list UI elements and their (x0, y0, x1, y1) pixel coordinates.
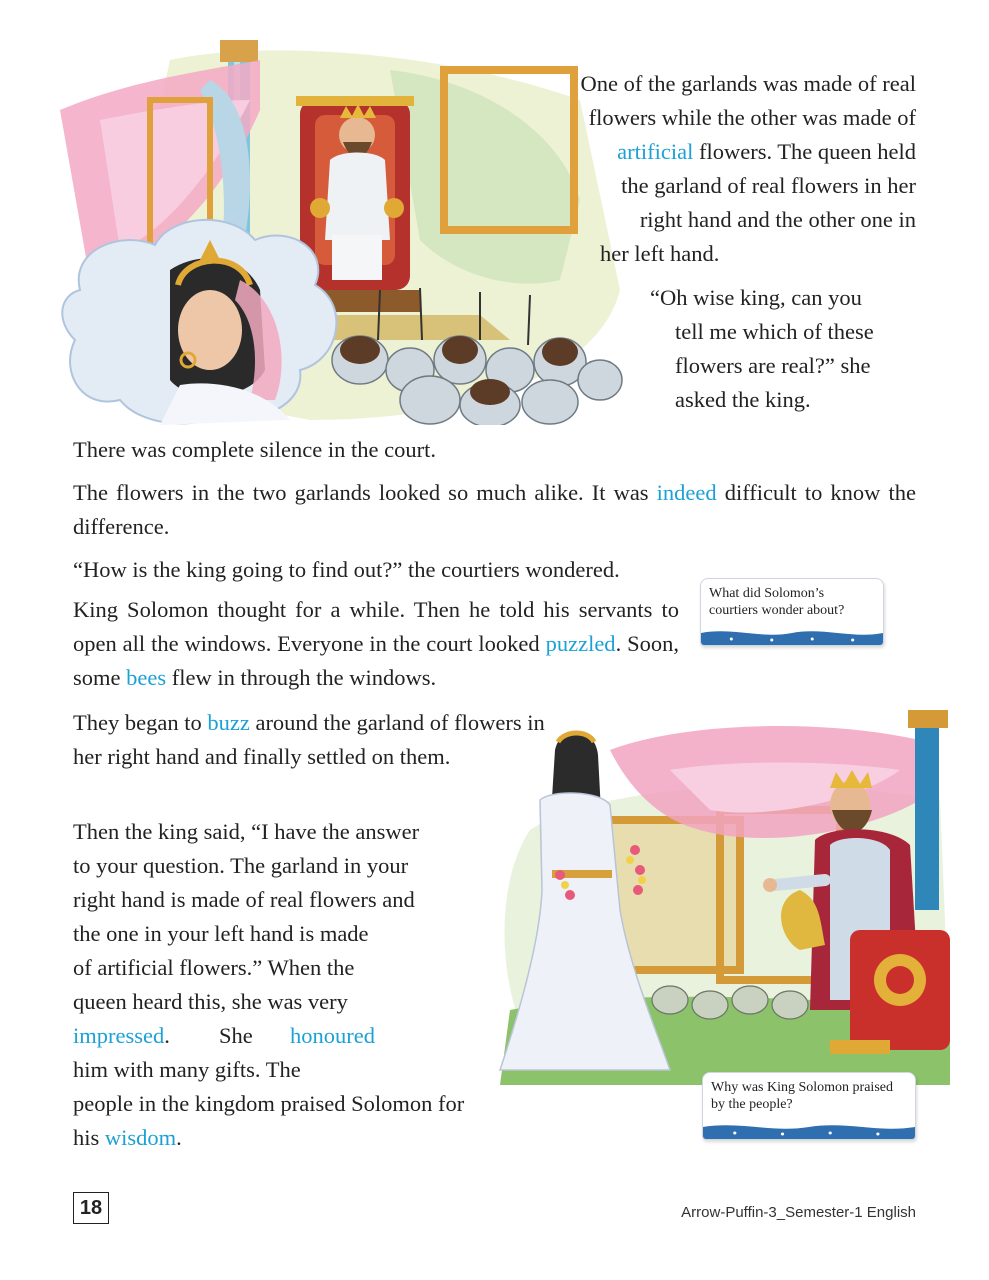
keyword-puzzled[interactable]: puzzled (545, 631, 616, 656)
answer-his: his (73, 1125, 105, 1150)
intro-line-3-text: flowers. The queen held (693, 139, 916, 164)
question-note-1-text: What did Solomon’s courtiers wonder about? (709, 586, 845, 618)
answer-line-9: people in the kingdom praised Solomon for (73, 1091, 465, 1116)
buzz-text-1: They began to (73, 710, 208, 735)
keyword-indeed[interactable]: indeed (656, 480, 717, 505)
note-wave-decoration (701, 627, 883, 645)
intro-line-6: her left hand. (600, 241, 720, 266)
answer-line-2: to your question. The garland in your (73, 853, 409, 878)
quote-line-4: asked the king. (675, 387, 811, 412)
question-note-2-text: Why was King Solomon praised by the people? (711, 1080, 893, 1112)
keyword-bees[interactable]: bees (126, 665, 167, 690)
answer-line-8: him with many gifts. The (73, 1057, 301, 1082)
answer-line-4: the one in your left hand is made (73, 921, 369, 946)
quote-line-2: tell me which of these (675, 319, 874, 344)
question-note-1 (700, 578, 884, 646)
keyword-artificial[interactable]: artificial (617, 139, 694, 164)
flowers-text-2: difficult to know the difference. (73, 480, 916, 539)
throne-room-illustration (60, 40, 635, 425)
intro-line-2: flowers while the other was made of (588, 105, 916, 130)
quote-line-3: flowers are real?” she (675, 353, 871, 378)
buzz-paragraph (73, 706, 563, 774)
courtiers-paragraph: “How is the king going to find out?” the courtiers wondered. (73, 557, 620, 582)
silence-paragraph: There was complete silence in the court. (73, 437, 436, 462)
intro-line-1: One of the garlands was made of real (580, 71, 916, 96)
answer-dot: . (164, 1023, 170, 1048)
solomon-text-1: King Solomon thought for a while. Then he told his servants to open all the windows. Everyone in the court looked (73, 597, 679, 656)
quote-line-1: “Oh wise king, can you (650, 285, 862, 310)
keyword-wisdom[interactable]: wisdom (104, 1125, 177, 1150)
answer-line-7 (73, 1019, 393, 1053)
answer-she: She (219, 1023, 253, 1048)
answer-line-1: Then the king said, “I have the answer (73, 819, 420, 844)
flowers-text-1: The flowers in the two garlands looked so much alike. It was (73, 480, 657, 505)
solomon-paragraph (73, 593, 679, 695)
page-number: 18 (73, 1192, 109, 1224)
footer-book-title: Arrow-Puffin-3_Semester-1 English (681, 1204, 916, 1221)
answer-line-5: of artificial flowers.” When the (73, 955, 355, 980)
answer-line-6: queen heard this, she was very (73, 989, 348, 1014)
solomon-text-2: . Soon, some (73, 631, 680, 690)
keyword-buzz[interactable]: buzz (207, 710, 250, 735)
solomon-text-3: flew in through the windows. (166, 665, 437, 690)
intro-line-4: the garland of real flowers in her (621, 173, 916, 198)
question-note-2 (702, 1072, 916, 1140)
note-wave-decoration (703, 1121, 915, 1139)
buzz-text-2: around the garland of flowers in her right hand and finally settled on them. (73, 710, 545, 769)
intro-line-3 (617, 135, 916, 169)
keyword-honoured[interactable]: honoured (290, 1023, 375, 1048)
keyword-impressed[interactable]: impressed (73, 1023, 165, 1048)
answer-line-10 (73, 1121, 182, 1155)
flowers-paragraph (73, 476, 916, 544)
intro-line-5: right hand and the other one in (639, 207, 916, 232)
answer-end: . (176, 1125, 182, 1150)
answer-line-3: right hand is made of real flowers and (73, 887, 415, 912)
